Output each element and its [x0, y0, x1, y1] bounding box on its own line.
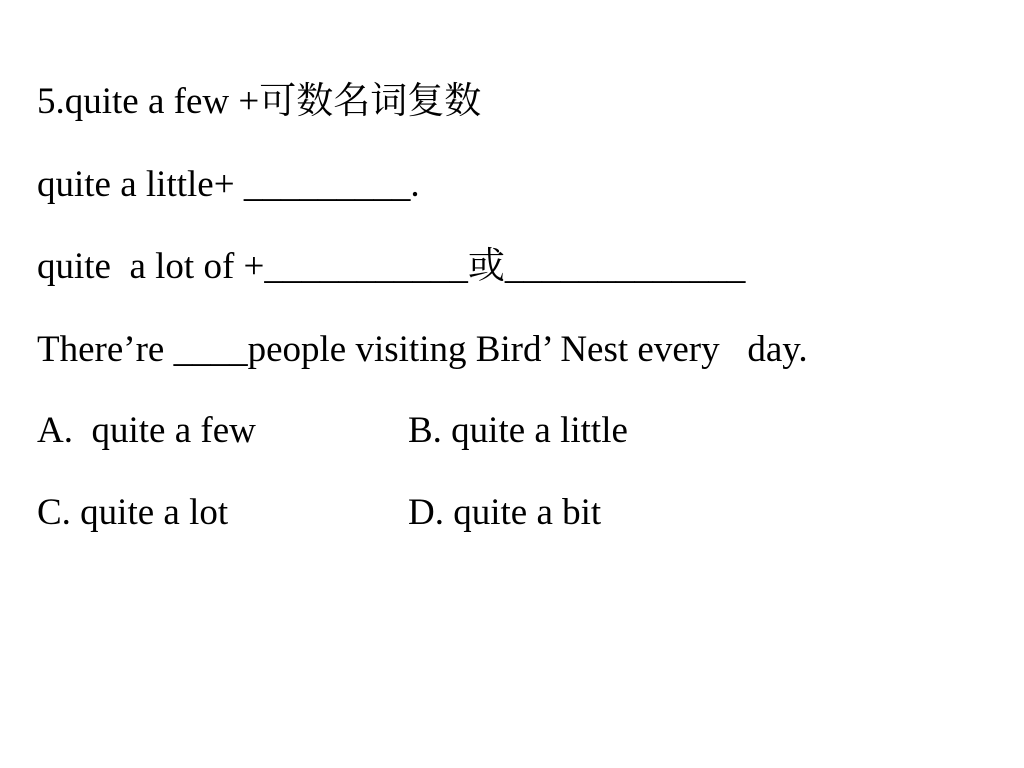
rule-quite-a-little: quite a little+ _________. [37, 164, 420, 205]
rule-quite-a-few: 5.quite a few +可数名词复数 [37, 81, 482, 122]
question-sentence: There’re ____people visiting Bird’ Nest every day. [37, 329, 808, 370]
option-d: D. quite a bit [408, 492, 602, 533]
rule-quite-a-lot-of: quite a lot of +___________或_____________ [37, 246, 746, 287]
option-c: C. quite a lot [37, 492, 229, 533]
option-a: A. quite a few [37, 410, 256, 451]
option-b: B. quite a little [408, 410, 628, 451]
